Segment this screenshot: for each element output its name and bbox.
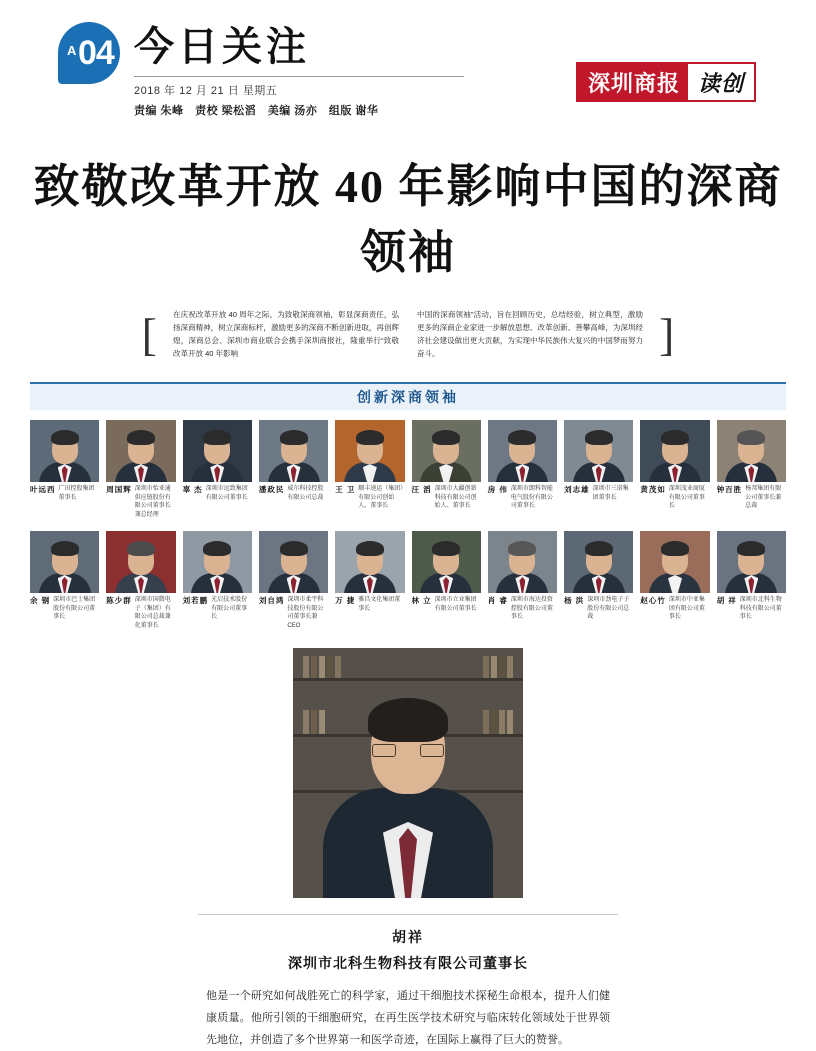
portrait-photo — [717, 531, 786, 593]
person-card[interactable] — [717, 531, 786, 630]
portrait-photo — [717, 420, 786, 482]
person-card[interactable] — [488, 420, 557, 519]
person-title: 深圳市巴士集团股份有限公司董事长 — [53, 597, 96, 620]
bracket-right: ] — [659, 309, 675, 360]
portrait-photo — [106, 531, 175, 593]
person-name: 周国辉 — [106, 485, 132, 494]
person-title: 深圳市国微电子（集团）有限公司总裁兼化董事长 — [134, 597, 171, 629]
portrait-photo — [106, 420, 175, 482]
portrait-photo — [640, 420, 709, 482]
section-title: 今日关注 — [134, 24, 310, 69]
portrait-photo — [564, 531, 633, 593]
person-card[interactable] — [183, 531, 252, 630]
person-card[interactable] — [412, 420, 481, 519]
newspaper-logo — [576, 62, 756, 102]
person-name: 汪 滔 — [411, 485, 432, 494]
person-name: 刘自鸿 — [258, 596, 285, 605]
page-number: 04 — [78, 34, 114, 72]
lead-paragraph — [30, 308, 786, 360]
person-title: 深圳市柔宇科技股份有限公司董事长兼 CEO — [287, 597, 324, 629]
page-letter: A — [67, 43, 77, 58]
person-name: 刘志雄 — [564, 485, 590, 494]
portrait-photo — [183, 420, 252, 482]
person-name: 林 立 — [411, 596, 432, 605]
editor-credits — [134, 102, 464, 118]
portrait-photo — [640, 531, 709, 593]
person-name: 钟百胜 — [716, 485, 743, 494]
portrait-photo — [259, 531, 328, 593]
page-number-badge — [58, 22, 120, 92]
person-name: 王 卫 — [335, 485, 356, 494]
group-band-title: 创新深商领袖 — [357, 391, 459, 406]
person-name: 黄茂如 — [640, 485, 666, 494]
credit-editor: 责编 朱峰 — [134, 105, 184, 117]
portrait-photo — [564, 420, 633, 482]
portrait-photo — [259, 420, 328, 482]
person-title: 深圳市中亚集团有限公司董事长 — [668, 597, 705, 620]
person-name: 辜 杰 — [182, 485, 203, 494]
credit-designer: 美编 汤亦 — [267, 105, 318, 117]
person-card[interactable] — [30, 531, 99, 630]
person-name: 肖 睿 — [487, 596, 508, 605]
person-name: 房 伟 — [487, 485, 508, 494]
person-title: 雅昌文化集团董事长 — [358, 597, 401, 612]
person-title: 深圳市劲电子子股份有限公司总裁 — [587, 597, 630, 620]
person-title: 深圳市三诺集团董事长 — [592, 486, 629, 501]
person-card[interactable] — [183, 420, 252, 519]
lead-column-1: 在庆祝改革开放 40 周年之际，为致敬深商领袖，彰显深商责任，弘扬深商精神，树立深商标杆，激励更多的深商不断创新进取，再创辉煌，深商总会、深圳市商业联合会携手深圳商报社，隆重举行“致敬改革开放 40 年影响 — [173, 310, 399, 358]
person-card[interactable] — [106, 420, 175, 519]
bracket-left: [ — [141, 309, 157, 360]
person-title: 杨邦集团有限公司董事长兼总裁 — [745, 486, 782, 509]
person-card[interactable] — [564, 531, 633, 630]
portrait-photo — [488, 531, 557, 593]
person-title: 深圳市立业集团有限公司董事长 — [434, 597, 477, 612]
people-grid-row-1 — [30, 420, 786, 519]
credit-layout: 组版 谢华 — [328, 105, 379, 117]
person-name: 潘政民 — [258, 485, 285, 494]
lead-column-2: 中国的深商领袖”活动，旨在回顾历史，总结经验，树立典型，激励更多的深商企业家进一步解放思想、改革创新、善攀高峰，为深圳经济社会建设做出更大贡献，为实现中华民族伟大复兴的中国梦而努力奋斗。 — [417, 310, 643, 358]
portrait-photo — [412, 531, 481, 593]
person-name: 刘若鹏 — [182, 596, 209, 605]
person-card[interactable] — [335, 420, 404, 519]
person-card[interactable] — [564, 420, 633, 519]
portrait-photo — [183, 531, 252, 593]
masthead-text — [134, 22, 464, 118]
person-card[interactable] — [640, 420, 709, 519]
publication-date: 2018 年 12 月 21 日 星期五 — [134, 85, 278, 97]
person-title: 深圳市大疆创新科技有限公司创始人、董事长 — [434, 486, 477, 509]
person-name: 万 捷 — [335, 596, 356, 605]
person-card[interactable] — [30, 420, 99, 519]
feature-section — [30, 648, 786, 1051]
feature-portrait-photo — [293, 648, 523, 898]
credit-proofreader: 责校 梁松滔 — [195, 105, 257, 117]
person-title: 光启技术股份有限公司董事长 — [211, 597, 248, 620]
person-title: 深圳市远致集团有限公司董事长 — [205, 486, 248, 501]
person-title: 深圳市北科生物科技有限公司董事长 — [739, 597, 782, 620]
portrait-photo — [488, 420, 557, 482]
person-name: 胡 祥 — [716, 596, 737, 605]
person-title: 广田控股集团董事长 — [58, 486, 95, 501]
person-title: 深圳市朗科智能电气股份有限公司董事长 — [510, 486, 553, 509]
feature-caption — [198, 914, 618, 1051]
feature-person-role: 深圳市北科生物科技有限公司董事长 — [288, 957, 528, 972]
person-card[interactable] — [488, 531, 557, 630]
portrait-photo — [30, 420, 99, 482]
person-card[interactable] — [335, 531, 404, 630]
person-name: 叶远西 — [30, 485, 56, 494]
masthead-divider — [134, 76, 464, 77]
person-card[interactable] — [259, 420, 328, 519]
feature-person-name: 胡祥 — [392, 931, 424, 946]
masthead — [30, 0, 786, 117]
person-title: 威尔科技控股有限公司总裁 — [287, 486, 324, 501]
group-band — [30, 382, 786, 410]
person-name: 杨 洪 — [564, 596, 585, 605]
logo-paper-name: 深圳商报 — [578, 64, 688, 100]
person-name: 赵心竹 — [640, 596, 666, 605]
person-card[interactable] — [412, 531, 481, 630]
person-title: 深圳市海达投资控股有限公司董事长 — [510, 597, 553, 620]
people-grid-row-2 — [30, 531, 786, 630]
person-title: 顺丰速运（集团）有限公司创始人、董事长 — [358, 486, 404, 509]
article-headline: 致敬改革开放 40 年影响中国的深商领袖 — [33, 161, 783, 278]
person-name: 陈少群 — [106, 596, 132, 605]
person-card[interactable] — [259, 531, 328, 630]
person-title: 深圳茂业商厦有限公司董事长 — [668, 486, 705, 509]
person-name: 余 钢 — [30, 596, 51, 605]
portrait-photo — [412, 420, 481, 482]
person-card[interactable] — [640, 531, 709, 630]
feature-description: 他是一个研究如何战胜死亡的科学家，通过干细胞技术探秘生命根本，提升人们健康质量。他所引领的干细胞研究，在再生医学技术研究与临床转化领域处于世界领先地位，并创造了多个世界第一和医学奇迹，在国际上赢得了巨大的赞誉。 — [206, 990, 610, 1046]
portrait-photo — [30, 531, 99, 593]
portrait-photo — [335, 531, 404, 593]
person-card[interactable] — [106, 531, 175, 630]
portrait-photo — [335, 420, 404, 482]
logo-brand-name: 读创 — [688, 64, 754, 100]
person-title: 深圳市怡亚通供应链股份有限公司董事长兼总经理 — [134, 486, 171, 518]
person-card[interactable] — [717, 420, 786, 519]
